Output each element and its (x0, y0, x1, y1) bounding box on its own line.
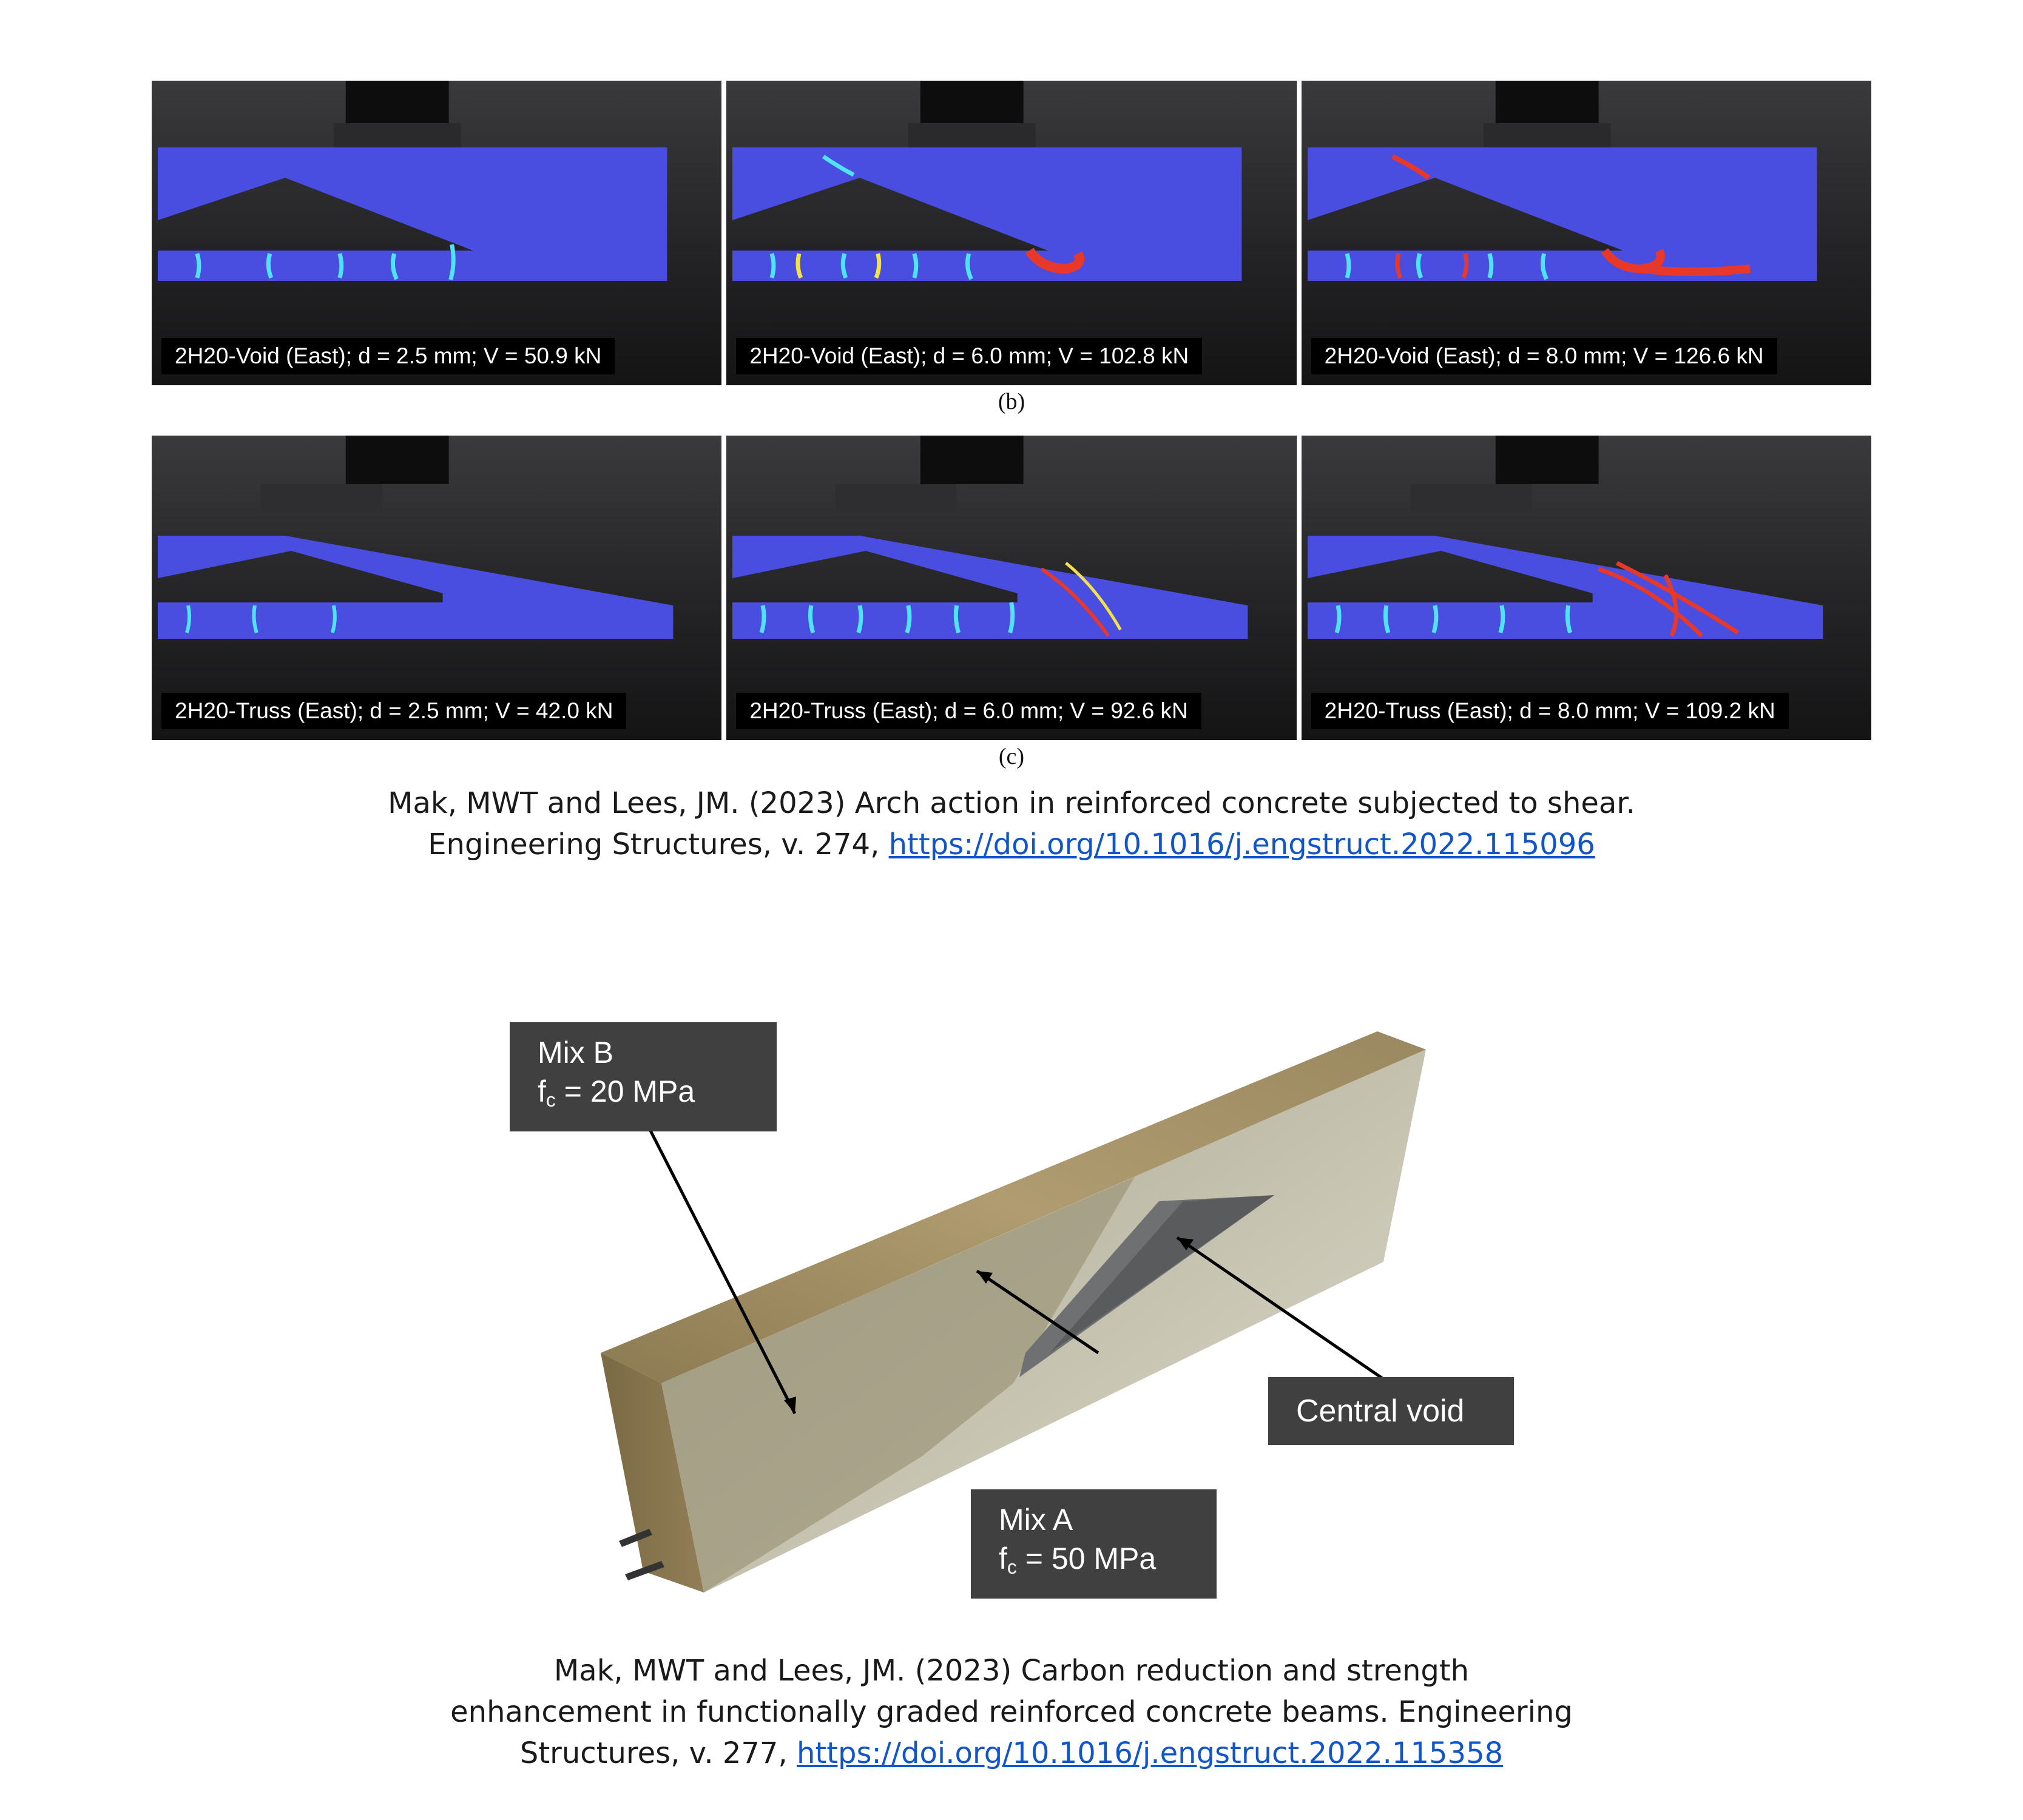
citation-2 (0, 1650, 2023, 1774)
beam-photo (504, 995, 1517, 1605)
doi-link-1[interactable]: https://doi.org/10.1016/j.engstruct.2022.115096 (888, 827, 1595, 861)
truss-panel-1 (152, 436, 721, 740)
panel-label: 2H20-Void (East); d = 8.0 mm; V = 126.6 kN (1311, 338, 1777, 374)
figure-b-row (152, 81, 1871, 385)
mix-a-callout (971, 1489, 1217, 1599)
figure-c-sublabel: (c) (998, 744, 1025, 769)
doi-link-2[interactable]: https://doi.org/10.1016/j.engstruct.2022.115358 (796, 1736, 1504, 1770)
mix-b-title: Mix B (538, 1036, 613, 1070)
panel-label: 2H20-Truss (East); d = 2.5 mm; V = 42.0 kN (161, 693, 626, 729)
citation-2-line-2: enhancement in functionally graded reinforced concrete beams. Engineering (450, 1695, 1573, 1729)
truss-panel-2 (726, 436, 1296, 740)
citation-2-line-1: Mak, MWT and Lees, JM. (2023) Carbon reduction and strength (553, 1654, 1470, 1688)
mix-b-strength: $f_c = 20$ MPa (538, 1074, 695, 1111)
void-panel-1 (152, 81, 721, 385)
panel-label: 2H20-Void (East); d = 2.5 mm; V = 50.9 kN (161, 338, 615, 374)
figure-b-sublabel: (b) (998, 389, 1025, 414)
central-void-callout (1268, 1377, 1514, 1445)
panel-label: 2H20-Void (East); d = 6.0 mm; V = 102.8 kN (736, 338, 1202, 374)
central-void-label: Central void (1296, 1394, 1465, 1429)
panel-label: 2H20-Truss (East); d = 8.0 mm; V = 109.2 kN (1311, 693, 1789, 729)
citation-1 (0, 783, 2023, 865)
truss-panel-3 (1302, 436, 1871, 740)
citation-1-line-2: Engineering Structures, v. 274, https://doi.org/10.1016/j.engstruct.2022.115096 (428, 827, 1595, 861)
mix-a-strength: $f_c = 50$ MPa (999, 1542, 1157, 1578)
citation-2-line-3: Structures, v. 277, https://doi.org/10.1016/j.engstruct.2022.115358 (519, 1736, 1504, 1770)
mix-b-callout (510, 1022, 777, 1131)
figure-c-row (152, 436, 1871, 740)
citation-1-line-1: Mak, MWT and Lees, JM. (2023) Arch action in reinforced concrete subjected to shear. (388, 786, 1635, 820)
void-panel-3 (1302, 81, 1871, 385)
mix-a-title: Mix A (999, 1503, 1073, 1537)
void-panel-2 (726, 81, 1296, 385)
panel-label: 2H20-Truss (East); d = 6.0 mm; V = 92.6 kN (736, 693, 1201, 729)
